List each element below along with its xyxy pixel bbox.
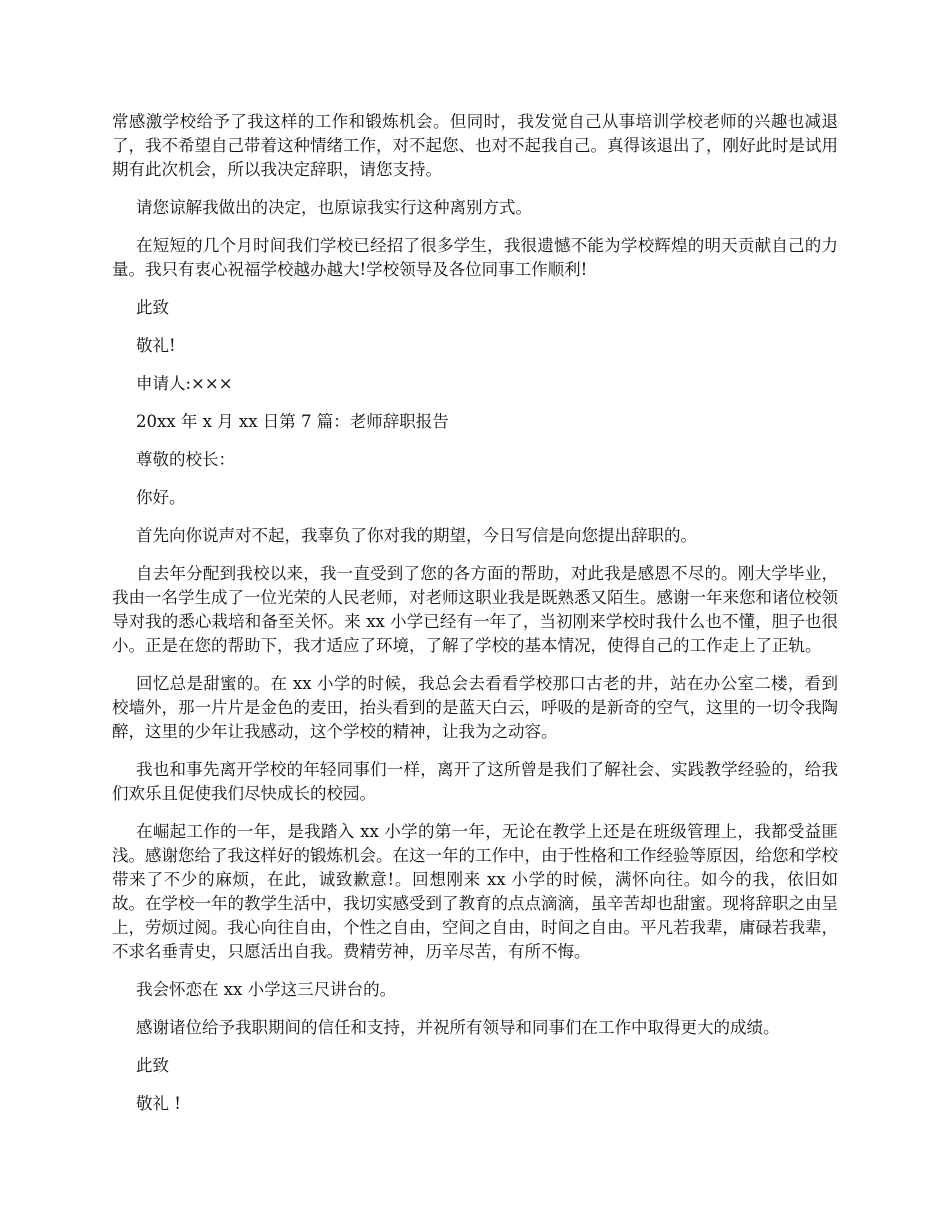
paragraph-memories: 回忆总是甜蜜的。在 xx 小学的时候，我总会去看看学校那口古老的井，站在办公室二楼，看到校墙外，那一片片是金色的麦田，抬头看到的是蓝天白云，呼吸的是新奇的空气，这里的一切令我陶醉，这里的少年让我感动，这个学校的精神，让我为之动容。 xyxy=(112,674,838,741)
date-and-section-title: 20xx 年 x 月 xx 日第 7 篇：老师辞职报告 xyxy=(136,412,449,431)
paragraph-colleagues: 我也和事先离开学校的年轻同事们一样，离开了这所曾是我们了解社会、实践教学经验的，给我们欢乐且促使我们尽快成长的校园。 xyxy=(112,760,838,803)
paragraph-gratitude: 自去年分配到我校以来，我一直受到了您的各方面的帮助，对此我是感恩不尽的。刚大学毕业，我由一名学生成了一位光荣的人民老师，对老师这职业我是既熟悉又陌生。感谢一年来您和诸位校领导对我的悉心栽培和备至关怀。来 xx 小学已经有一年了，当初刚来学校时我什么也不懂，胆子也很小。正是在您的帮助下，我才适应了环境，了解了学校的基本情况，使得自己的工作走上了正轨。 xyxy=(112,564,838,655)
paragraph-2: 请您谅解我做出的决定，也原谅我实行这种离别方式。 xyxy=(136,198,532,217)
greeting: 你好。 xyxy=(136,488,186,507)
document-page xyxy=(112,110,838,1130)
paragraph-thanks: 感谢诸位给予我职期间的信任和支持，并祝所有领导和同事们在工作中取得更大的成绩。 xyxy=(136,1018,780,1037)
closing-greeting-1: 敬礼! xyxy=(136,336,176,355)
paragraph-nostalgia: 我会怀恋在 xx 小学这三尺讲台的。 xyxy=(136,980,397,999)
paragraph-3: 在短短的几个月时间我们学校已经招了很多学生，我很遗憾不能为学校辉煌的明天贡献自己的力量。我只有衷心祝福学校越办越大!学校领导及各位同事工作顺利! xyxy=(112,236,838,279)
paragraph-1: 常感激学校给予了我这样的工作和锻炼机会。但同时，我发觉自己从事培训学校老师的兴趣也减退了，我不希望自己带着这种情绪工作，对不起您、也对不起我自己。真得该退出了，刚好此时是试用期有此次机会，所以我决定辞职，请您支持。 xyxy=(112,112,838,179)
paragraph-reflection: 在崛起工作的一年，是我踏入 xx 小学的第一年，无论在教学上还是在班级管理上，我都受益匪浅。感谢您给了我这样好的锻炼机会。在这一年的工作中，由于性格和工作经验等原因，给您和学校带来了不少的麻烦，在此，诚致歉意!。回想刚来 xx 小学的时候，满怀向往。如今的我，依旧如故。在学校一年的教学生活中，我切实感受到了教育的点点滴滴，虽辛苦却也甜蜜。现将辞职之由呈上，劳烦过阅。我心向往自由，个性之自由，空间之自由，时间之自由。平凡若我辈，庸碌若我辈，不求名垂青史，只愿活出自我。费精劳神，历辛尽苦，有所不悔。 xyxy=(112,822,838,961)
applicant-line: 申请人:××× xyxy=(136,374,233,393)
closing-salutation-1: 此致 xyxy=(136,298,169,317)
closing-salutation-2: 此致 xyxy=(136,1056,169,1075)
paragraph-apology: 首先向你说声对不起，我辜负了你对我的期望，今日写信是向您提出辞职的。 xyxy=(136,526,697,545)
closing-greeting-2: 敬礼 ! xyxy=(136,1094,181,1113)
addressee: 尊敬的校长： xyxy=(136,450,235,469)
